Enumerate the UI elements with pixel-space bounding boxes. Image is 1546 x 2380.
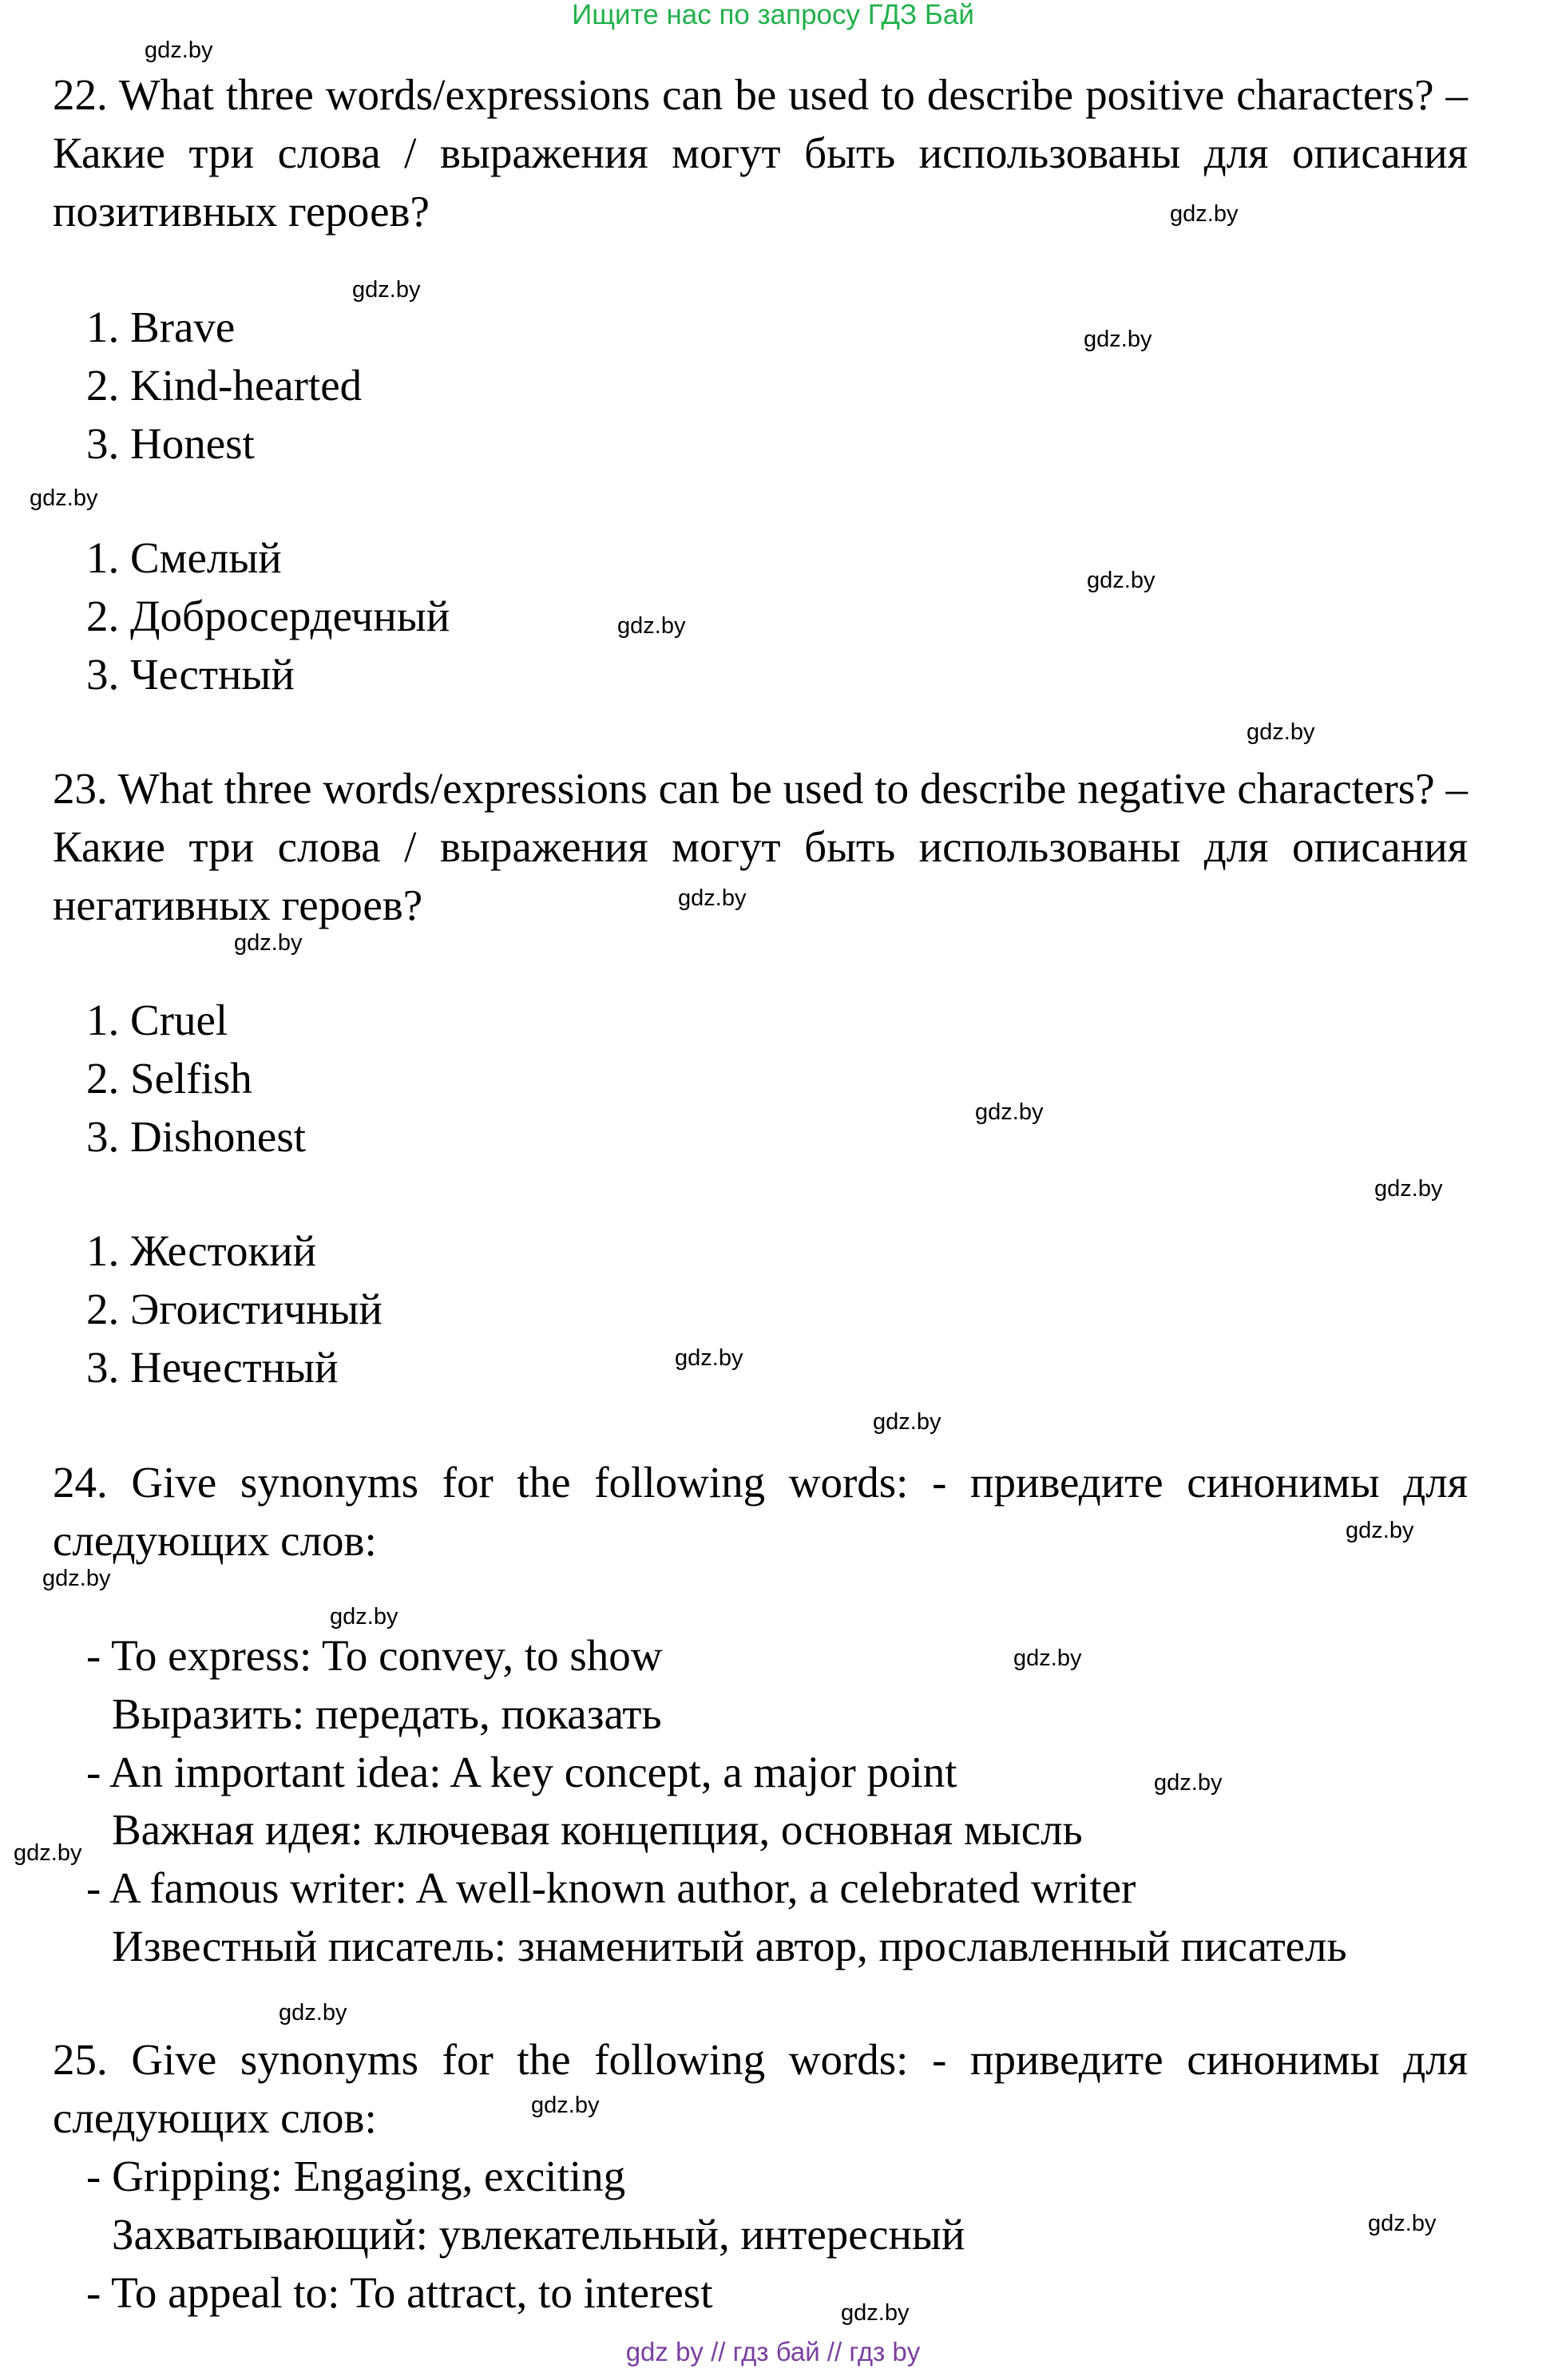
q25-line-3: - To appeal to: To attract, to interest	[86, 2268, 713, 2317]
q24-line-2: Выразить: передать, показать	[112, 1689, 662, 1738]
watermark-text: gdz.by	[234, 930, 303, 956]
watermark-text: gdz.by	[975, 1099, 1044, 1125]
watermark-text: gdz.by	[352, 277, 421, 303]
watermark-text: gdz.by	[145, 38, 213, 63]
question-23: 23. What three words/expressions can be used to describe negative characters? – Какие три слова / выражения могут быть использованы для описания негативных героев?	[53, 764, 1468, 929]
q22-russian-item-2: 2. Добросердечный	[86, 592, 450, 640]
watermark-text: gdz.by	[1084, 327, 1152, 352]
watermark-text: gdz.by	[675, 1345, 743, 1371]
watermark-text: gdz.by	[617, 613, 686, 639]
q22-english-item-1: 1. Brave	[86, 303, 236, 351]
footer-links[interactable]: gdz by // гдз бай // гдз by	[625, 2337, 921, 2366]
q23-english-item-2: 2. Selfish	[86, 1054, 252, 1103]
q22-english-item-3: 3. Honest	[86, 419, 255, 468]
watermark-text: gdz.by	[1087, 568, 1156, 593]
q23-russian-item-3: 3. Нечестный	[86, 1343, 339, 1392]
watermark-text: gdz.by	[1346, 1518, 1414, 1543]
q22-russian-item-1: 1. Смелый	[86, 533, 282, 582]
watermark-text: gdz.by	[841, 2300, 910, 2326]
watermark-text: gdz.by	[42, 1566, 111, 1591]
search-banner[interactable]: Ищите нас по запросу ГДЗ Бай	[572, 0, 974, 30]
watermark-text: gdz.by	[1154, 1770, 1223, 1796]
question-22: 22. What three words/expressions can be used to describe positive characters? – Какие три слова / выражения могут быть использованы для описания позитивных героев?	[53, 70, 1468, 236]
q23-english-item-1: 1. Cruel	[86, 996, 228, 1044]
q23-russian-item-1: 1. Жестокий	[86, 1226, 317, 1275]
watermark-text: gdz.by	[1013, 1645, 1082, 1671]
watermark-text: gdz.by	[330, 1604, 398, 1630]
watermark-text: gdz.by	[531, 2093, 600, 2118]
watermark-text: gdz.by	[873, 1409, 941, 1435]
q24-line-3: - An important idea: A key concept, a major point	[86, 1748, 957, 1796]
q24-line-4: Важная идея: ключевая концепция, основная мысль	[112, 1805, 1083, 1854]
q25-line-1: - Gripping: Engaging, exciting	[86, 2152, 626, 2200]
watermark-text: gdz.by	[14, 1840, 82, 1866]
watermark-text: gdz.by	[30, 485, 98, 511]
q24-line-5: - A famous writer: A well-known author, a celebrated writer	[86, 1863, 1136, 1912]
q22-russian-item-3: 3. Честный	[86, 650, 295, 699]
watermark-text: gdz.by	[1368, 2211, 1437, 2236]
watermark-text: gdz.by	[678, 885, 747, 911]
q24-line-6: Известный писатель: знаменитый автор, прославленный писатель	[112, 1922, 1347, 1970]
watermark-text: gdz.by	[279, 2000, 347, 2026]
question-25: 25. Give synonyms for the following words: - приведите синонимы для следующих слов:	[53, 2035, 1468, 2142]
q25-line-2: Захватывающий: увлекательный, интересный	[112, 2210, 965, 2259]
question-24: 24. Give synonyms for the following words: - приведите синонимы для следующих слов:	[53, 1458, 1468, 1565]
q22-english-item-2: 2. Kind-hearted	[86, 361, 363, 410]
q23-english-item-3: 3. Dishonest	[86, 1112, 306, 1161]
watermark-text: gdz.by	[1374, 1176, 1443, 1202]
q24-line-1: - To express: To convey, to show	[86, 1631, 663, 1680]
watermark-text: gdz.by	[1247, 719, 1315, 745]
q23-russian-item-2: 2. Эгоистичный	[86, 1285, 383, 1333]
watermark-text: gdz.by	[1170, 201, 1239, 227]
